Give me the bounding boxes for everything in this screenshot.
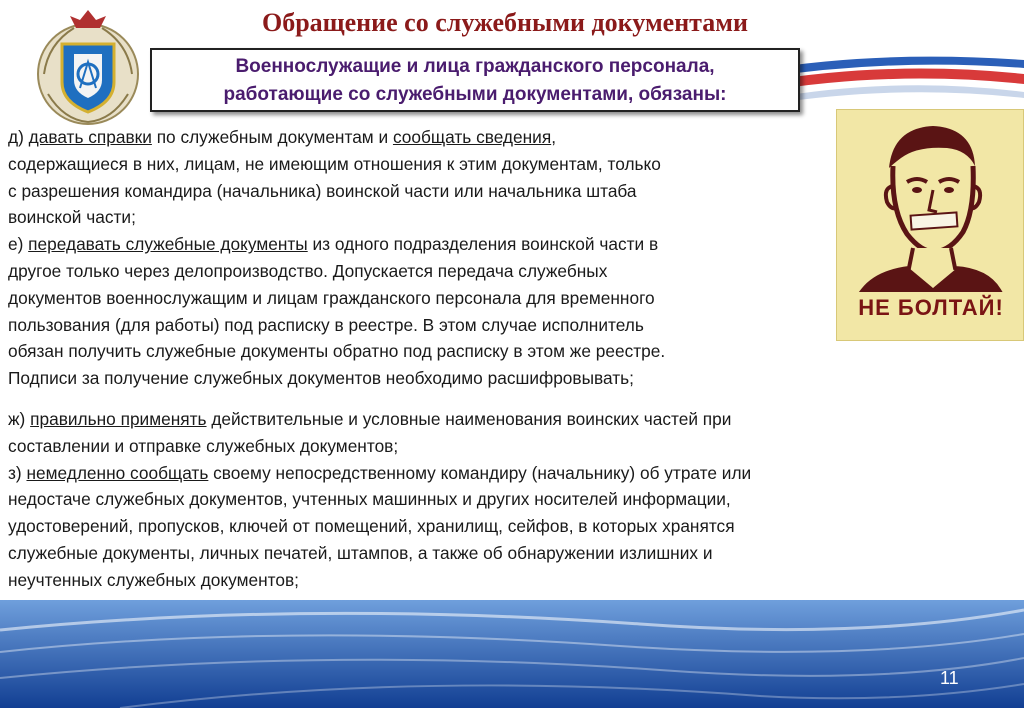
item-z-line-3: удостоверений, пропусков, ключей от помещений, хранилищ, сейфов, в которых хранятся: [8, 516, 735, 537]
slide-title: Обращение со служебными документами: [262, 8, 748, 37]
bottom-wave-background: [0, 600, 1024, 708]
item-e-line-1: е) передавать служебные документы из одного подразделения воинской части в: [8, 234, 659, 255]
subtitle-line-1: Военнослужащие и лица гражданского персонала,: [235, 56, 715, 77]
item-e-line-5: обязан получить служебные документы обратно под расписку в этом же реестре.: [8, 341, 666, 362]
poster-caption: НЕ БОЛТАЙ!: [858, 295, 1004, 320]
item-zh-line-1: ж) правильно применять действительные и условные наименования воинских частей при: [8, 408, 732, 429]
item-e-line-3: документов военнослужащим и лицам гражданского персонала для временного: [8, 287, 655, 308]
item-d-line-3: с разрешения командира (начальника) воинской части или начальника штаба: [8, 180, 637, 201]
item-z-line-5: неучтенных служебных документов;: [8, 569, 299, 590]
item-e-line-2: другое только через делопроизводство. Допускается передача служебных: [8, 260, 608, 281]
poster-image: [836, 109, 1024, 341]
item-e-line-4: пользования (для работы) под расписку в реестре. В этом случае исполнитель: [8, 314, 644, 335]
emblem-icon: [34, 4, 142, 128]
body-text: [8, 124, 838, 594]
subtitle-line-2: работающие со служебными документами, обязаны:: [223, 84, 727, 105]
item-z-line-4: служебные документы, личных печатей, штампов, а также об обнаружении излишних и: [8, 542, 713, 563]
item-zh-line-2: составлении и отправке служебных документов;: [8, 435, 399, 456]
item-d-line-1: д) давать справки по служебным документам и сообщать сведения,: [8, 127, 556, 147]
item-d-line-2: содержащиеся в них, лицам, не имеющим отношения к этим документам, только: [8, 153, 661, 174]
item-e-line-6: Подписи за получение служебных документов необходимо расшифровывать;: [8, 368, 634, 389]
item-z-line-1: з) немедленно сообщать своему непосредственному командиру (начальнику) об утрате или: [8, 462, 752, 483]
item-z-line-2: недостаче служебных документов, учтенных машинных и других носителей информации,: [8, 489, 731, 510]
item-d-line-4: воинской части;: [8, 207, 136, 228]
subtitle-box: [150, 48, 800, 112]
page-number: 11: [940, 668, 959, 688]
